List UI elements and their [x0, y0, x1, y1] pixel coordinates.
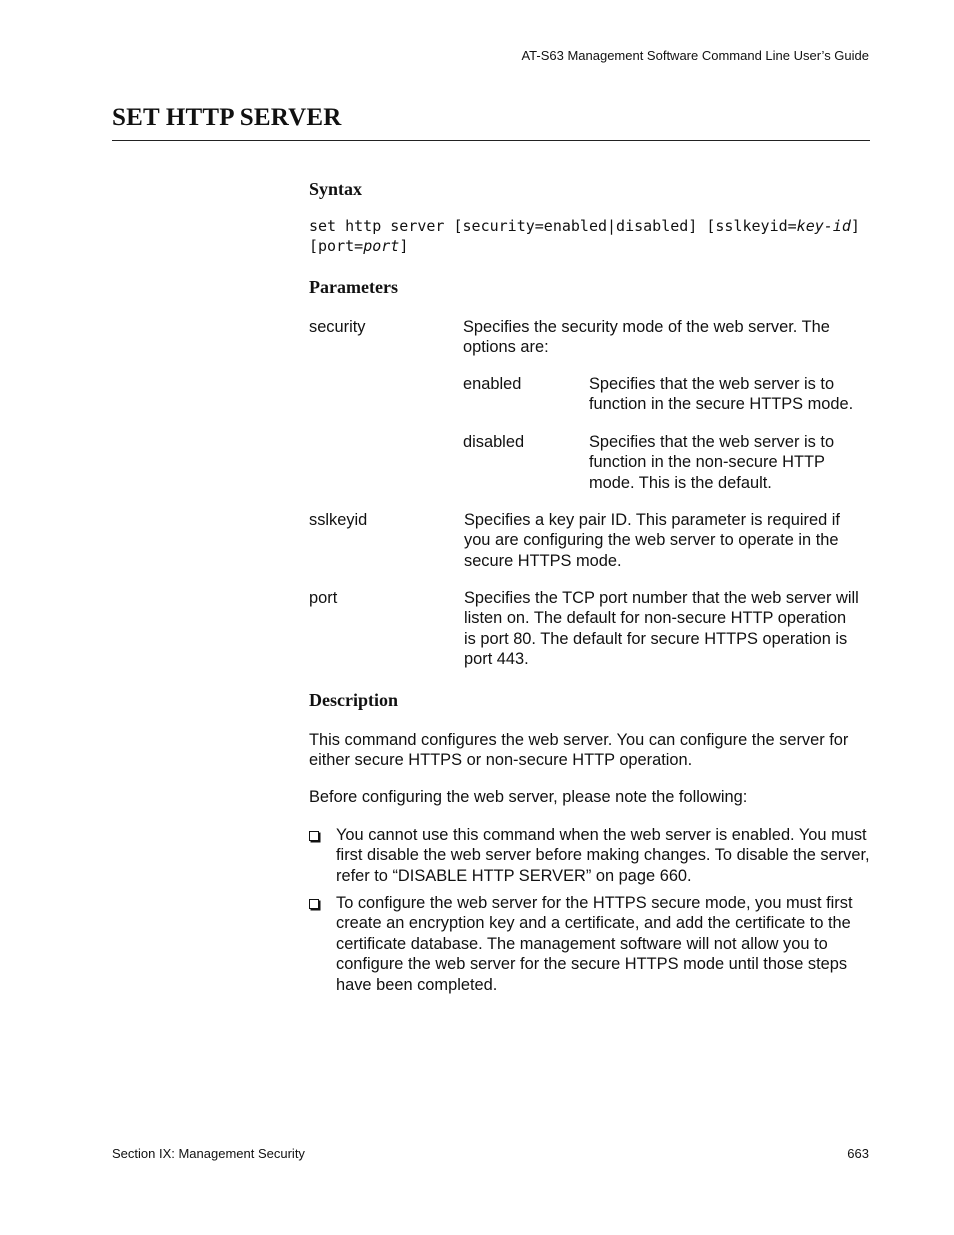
description-paragraph-2: Before configuring the web server, please note the following:	[309, 788, 748, 806]
footer-section-label: Section IX: Management Security	[112, 1146, 305, 1161]
syntax-command	[309, 216, 864, 256]
description-heading: Description	[309, 690, 398, 710]
param-name-port: port	[309, 589, 338, 607]
option-desc-disabled: Specifies that the web server is to function in the non-secure HTTP mode. This is the default.	[589, 433, 835, 492]
param-desc-security: Specifies the security mode of the web server. The options are:	[463, 318, 830, 357]
param-name-sslkeyid: sslkeyid	[309, 511, 368, 529]
sslkeyid-placeholder: key-id	[796, 217, 851, 235]
syntax-command-middle: ] [port=	[309, 217, 860, 255]
page-title: SET HTTP SERVER	[112, 104, 342, 131]
option-name-disabled: disabled	[463, 433, 525, 451]
port-placeholder: port	[363, 237, 400, 255]
description-paragraph-1: This command configures the web server. You can configure the server for either secure HTTPS or non-secure HTTP operation.	[309, 731, 849, 770]
checkbox-bullet-icon	[309, 899, 319, 909]
param-desc-port: Specifies the TCP port number that the web server will listen on. The default for non-secure HTTP operation is port 80. The default for secure HTTPS operation is port 443.	[464, 589, 859, 669]
checkbox-bullet-icon	[309, 831, 319, 841]
parameters-heading: Parameters	[309, 277, 398, 297]
title-rule	[112, 140, 870, 141]
param-desc-sslkeyid: Specifies a key pair ID. This parameter is required if you are configuring the web server to operate in the secure HTTPS mode.	[464, 511, 840, 570]
list-item-text: You cannot use this command when the web server is enabled. You must first disable the web server before making changes. To disable the server, refer to “DISABLE HTTP SERVER” on page 660.	[336, 826, 870, 885]
running-header: AT-S63 Management Software Command Line User’s Guide	[521, 48, 869, 63]
syntax-command-suffix: ]	[399, 237, 409, 255]
option-desc-enabled: Specifies that the web server is to function in the secure HTTPS mode.	[589, 375, 854, 414]
syntax-heading: Syntax	[309, 179, 363, 199]
list-item-text: To configure the web server for the HTTPS secure mode, you must first create an encryption key and a certificate, and add the certificate to the certificate database. The management software will not allow you to configure the web server for the secure HTTPS mode until those steps have been completed.	[336, 894, 853, 994]
option-name-enabled: enabled	[463, 375, 522, 393]
footer-page-number: 663	[847, 1146, 869, 1161]
param-name-security: security	[309, 318, 366, 336]
syntax-command-prefix: set http server [security=enabled|disabled] [sslkeyid=	[309, 217, 797, 235]
